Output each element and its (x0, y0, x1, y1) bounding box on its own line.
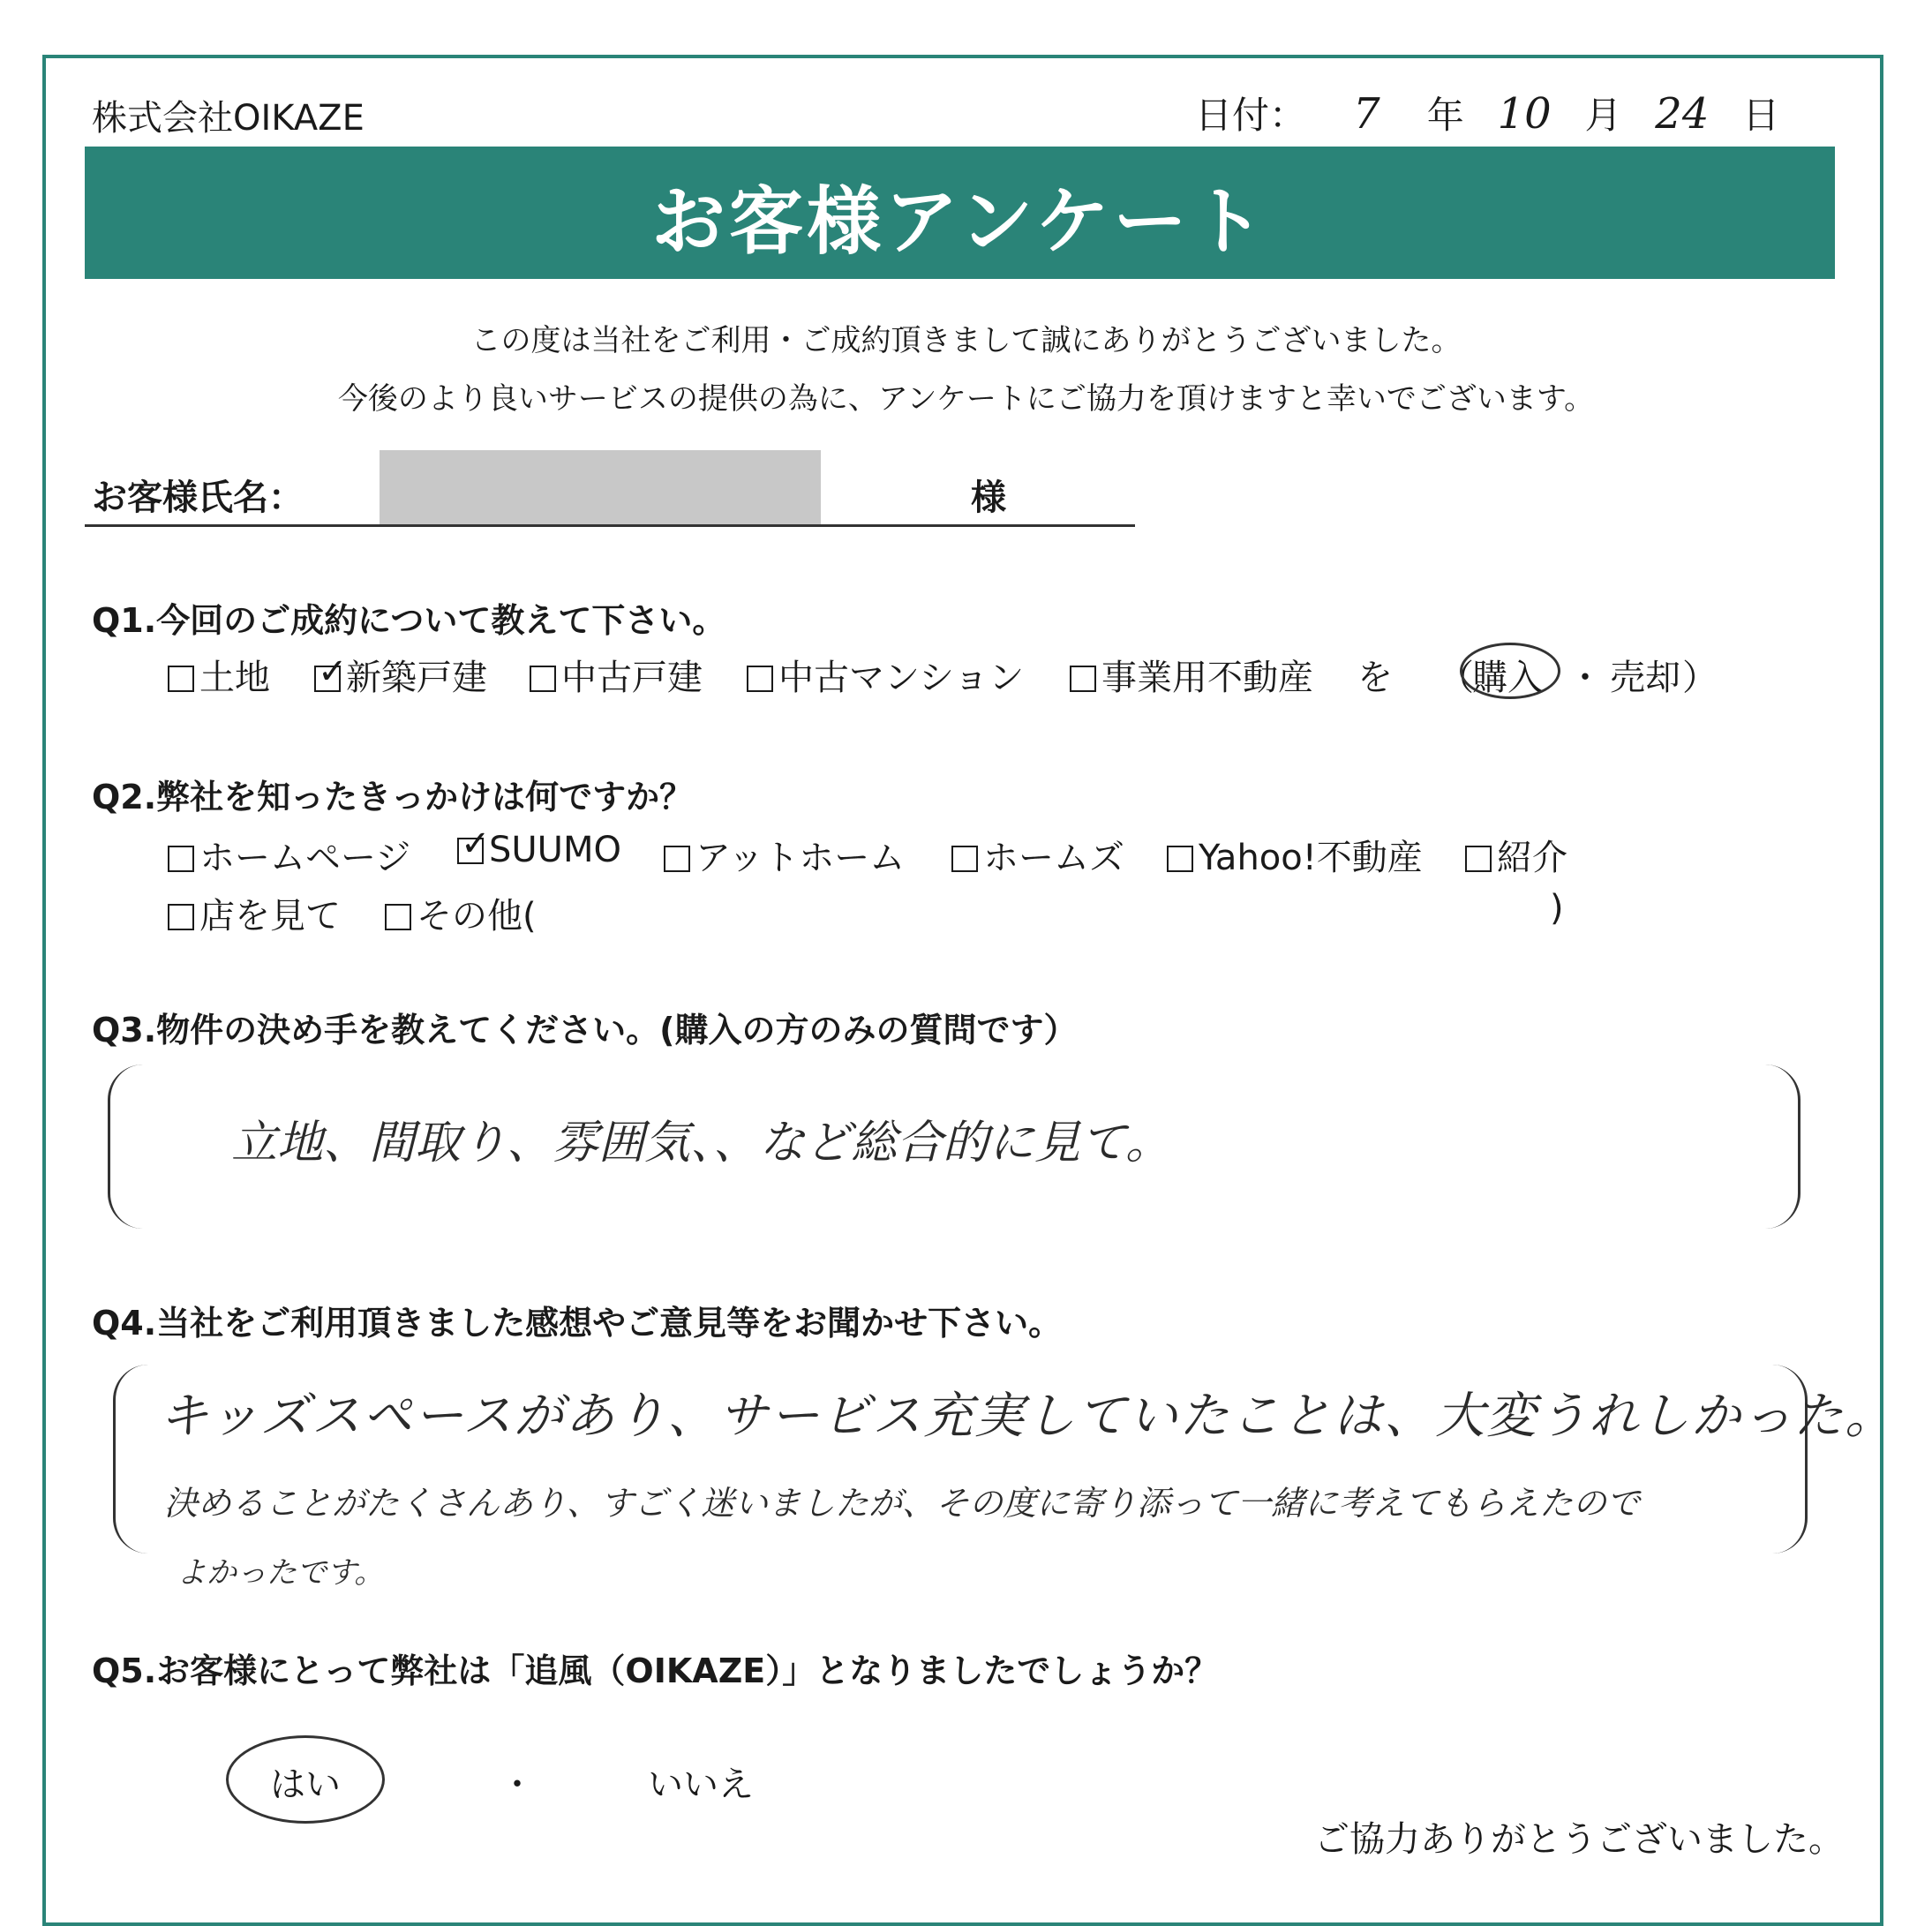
q2-other-close: ) (1550, 888, 1564, 929)
q4-answer-line-2: 決めることがたくさんあり、すごく迷いましたが、その度に寄り添って一緒に考えてもらえたので (164, 1484, 1641, 1523)
q1-buy: 購入 (1472, 658, 1543, 698)
q2-question: Q2.弊社を知ったきっかけは何ですか？ (92, 778, 694, 816)
q2-option-other: その他( (385, 888, 537, 938)
intro-line-2: 今後のより良いサービスの提供の為に、アンケートにご協力を頂けますと幸いでございます。 (337, 381, 1595, 417)
year-unit: 年 (1426, 94, 1464, 137)
q2-option: 店を見て (168, 888, 341, 938)
date-month: 10 (1497, 89, 1552, 139)
q5-dot: ・ (500, 1764, 535, 1805)
day-unit: 日 (1742, 94, 1780, 137)
thanks-message: ご協力ありがとうございました。 (1314, 1819, 1844, 1860)
q1-sell: 売却 (1610, 658, 1680, 698)
month-unit: 月 (1584, 94, 1622, 137)
checkbox-icon (385, 904, 411, 930)
company-name: 株式会社OIKAZE (92, 98, 365, 139)
q2-option: ホームページ (168, 830, 410, 880)
q1-question: Q1.今回のご成約について教えて下さい。 (92, 601, 726, 640)
date-year: 7 (1353, 89, 1380, 139)
intro-line-1: この度は当社をご利用・ご成約頂きまして誠にありがとうございました。 (470, 323, 1462, 358)
checkbox-icon (951, 846, 978, 872)
q2-option: ホームズ (951, 830, 1124, 880)
q1-option: 中古戸建 (530, 650, 703, 700)
checkbox-icon (1070, 666, 1096, 692)
q4-answer-line-1: キッズスペースがあり、サービス充実していたことは、大変うれしかった。 (159, 1388, 1897, 1445)
q1-particle: を (1357, 658, 1393, 698)
q1-paren-open: （ (1439, 658, 1474, 698)
q1-option: 土地 (168, 650, 270, 700)
q2-option: Yahoo!不動産 (1167, 830, 1423, 880)
q1-option: 中古マンション (747, 650, 1024, 700)
customer-name-redacted (380, 450, 821, 526)
customer-name-suffix: 様 (971, 478, 1006, 518)
q5-yes-circle (226, 1735, 385, 1824)
q5-yes: はい (270, 1764, 341, 1805)
checkbox-icon (664, 846, 690, 872)
q2-option-checked: ✓ SUUMO (457, 830, 621, 870)
q4-question: Q4.当社をご利用頂きました感想やご意見等をお聞かせ下さい。 (92, 1304, 1063, 1343)
checkbox-icon (1167, 846, 1193, 872)
q3-answer: 立地、間取り、雰囲気、、など総合的に見て。 (231, 1117, 1171, 1170)
q5-no: いいえ (648, 1764, 754, 1805)
checkbox-checked-icon (457, 838, 484, 864)
date-day: 24 (1655, 89, 1710, 139)
date-label: 日付： (1195, 94, 1307, 137)
date-line (1195, 87, 1779, 139)
checkbox-checked-icon (314, 666, 341, 692)
title-banner (85, 147, 1835, 279)
q1-buy-circle (1460, 643, 1560, 699)
q1-option: 事業用不動産 (1070, 650, 1313, 700)
q2-option: 紹介 (1465, 830, 1567, 880)
q4-answer-line-3: よかったです。 (177, 1555, 385, 1591)
customer-name-underline (85, 524, 1135, 527)
q1-option-checked: ✓ 新築戸建 (314, 650, 487, 700)
checkbox-icon (530, 666, 556, 692)
checkbox-icon (1465, 846, 1492, 872)
q5-question: Q5.お客様にとって弊社は「追風（OIKAZE）」となりましたでしょうか？ (92, 1651, 1219, 1690)
page-title: お客様アンケート (651, 178, 1268, 265)
q2-option: アットホーム (664, 830, 905, 880)
q3-question: Q3.物件の決め手を教えてください。(購入の方のみの質問です） (92, 1011, 1078, 1050)
checkbox-icon (747, 666, 773, 692)
q1-paren-close: ） (1682, 658, 1718, 698)
checkbox-icon (168, 846, 194, 872)
q1-dot: ・ (1567, 658, 1603, 698)
customer-name-label: お客様氏名： (92, 478, 304, 518)
checkbox-icon (168, 904, 194, 930)
checkbox-icon (168, 666, 194, 692)
